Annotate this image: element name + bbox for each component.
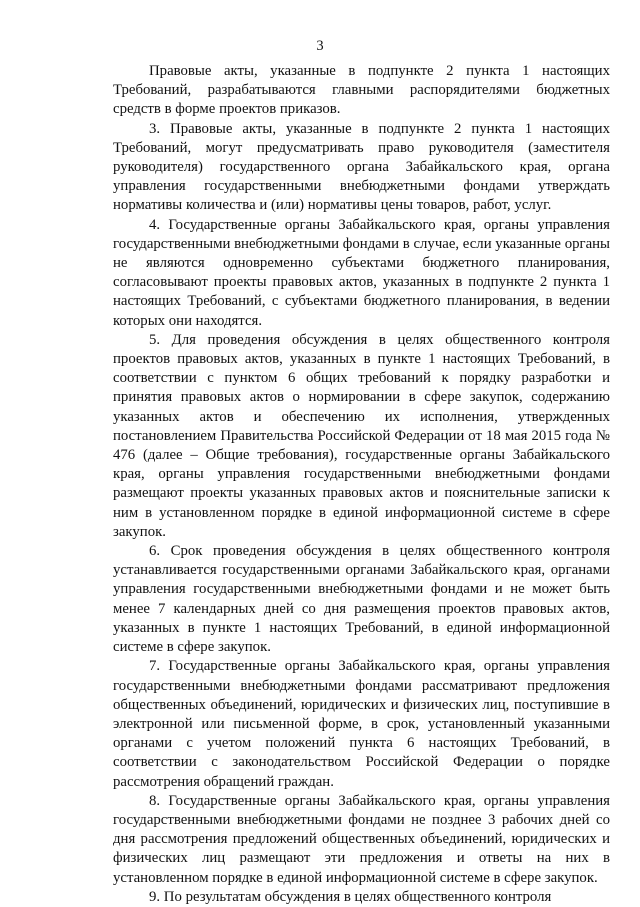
paragraph-7: 7. Государственные органы Забайкальского края, органы управления государственными внебюджетными фондами рассматривают предложения общественных объединений, юридических и физических лиц, поступившие в электронной или письменной форме, в срок, установленный указанными органами с учетом положений пункта 6 настоящих Требований, в соответствии с законодательством Российской Федерации о порядке рассмотрения обращений граждан.: [113, 658, 610, 790]
document-body: [113, 62, 610, 907]
paragraph-5: 5. Для проведения обсуждения в целях общественного контроля проектов правовых актов, указанных в пункте 1 настоящих Требований, в соответствии с пунктом 6 общих требований к порядку разработки и принятия правовых актов о нормировании в сфере закупок, содержанию указанных актов и обеспечению их исполнения, утвержденных постановлением Правительства Российской Федерации от 18 мая 2015 года № 476 (далее – Общие требования), государственные органы Забайкальского края, органы управления государственными внебюджетными фондами размещают проекты указанных правовых актов и пояснительные записки к ним в установленном порядке в единой информационной системе в сфере закупок.: [113, 331, 610, 540]
paragraph-9: 9. По результатам обсуждения в целях общественного контроля: [149, 888, 552, 905]
paragraph-4: 4. Государственные органы Забайкальского края, органы управления государственными внебюджетными фондами в случае, если указанные органы не являются одновременно субъектами бюджетного планирования, согласовывают проекты правовых актов, указанных в подпункте 2 пункта 1 настоящих Требований, с субъектами бюджетного планирования, в ведении которых они находятся.: [113, 216, 610, 329]
paragraph-3: 3. Правовые акты, указанные в подпункте 2 пункта 1 настоящих Требований, могут предусматривать право руководителя (заместителя руководителя) государственного органа Забайкальского края, органа управления государственными внебюджетными фондами утверждать нормативы количества и (или) нормативы цены товаров, работ, услуг.: [113, 120, 610, 214]
paragraph-8: 8. Государственные органы Забайкальского края, органы управления государственными внебюджетными фондами не позднее 3 рабочих дней со дня рассмотрения предложений общественных объединений, юридических и физических лиц размещают эти предложения и ответы на них в установленном порядке в единой информационной системе в сфере закупок.: [113, 792, 610, 886]
page-number: 3: [316, 38, 324, 54]
paragraph-intro: Правовые акты, указанные в подпункте 2 пункта 1 настоящих Требований, разрабатываются главными распорядителями бюджетных средств в форме проектов приказов.: [113, 63, 610, 118]
paragraph-6: 6. Срок проведения обсуждения в целях общественного контроля устанавливается государственными органами Забайкальского края, органами управления государственными внебюджетными фондами и не может быть менее 7 календарных дней со дня размещения проектов правовых актов, указанных в пункте 1 настоящих Требований, в единой информационной системе в сфере закупок.: [113, 543, 610, 656]
